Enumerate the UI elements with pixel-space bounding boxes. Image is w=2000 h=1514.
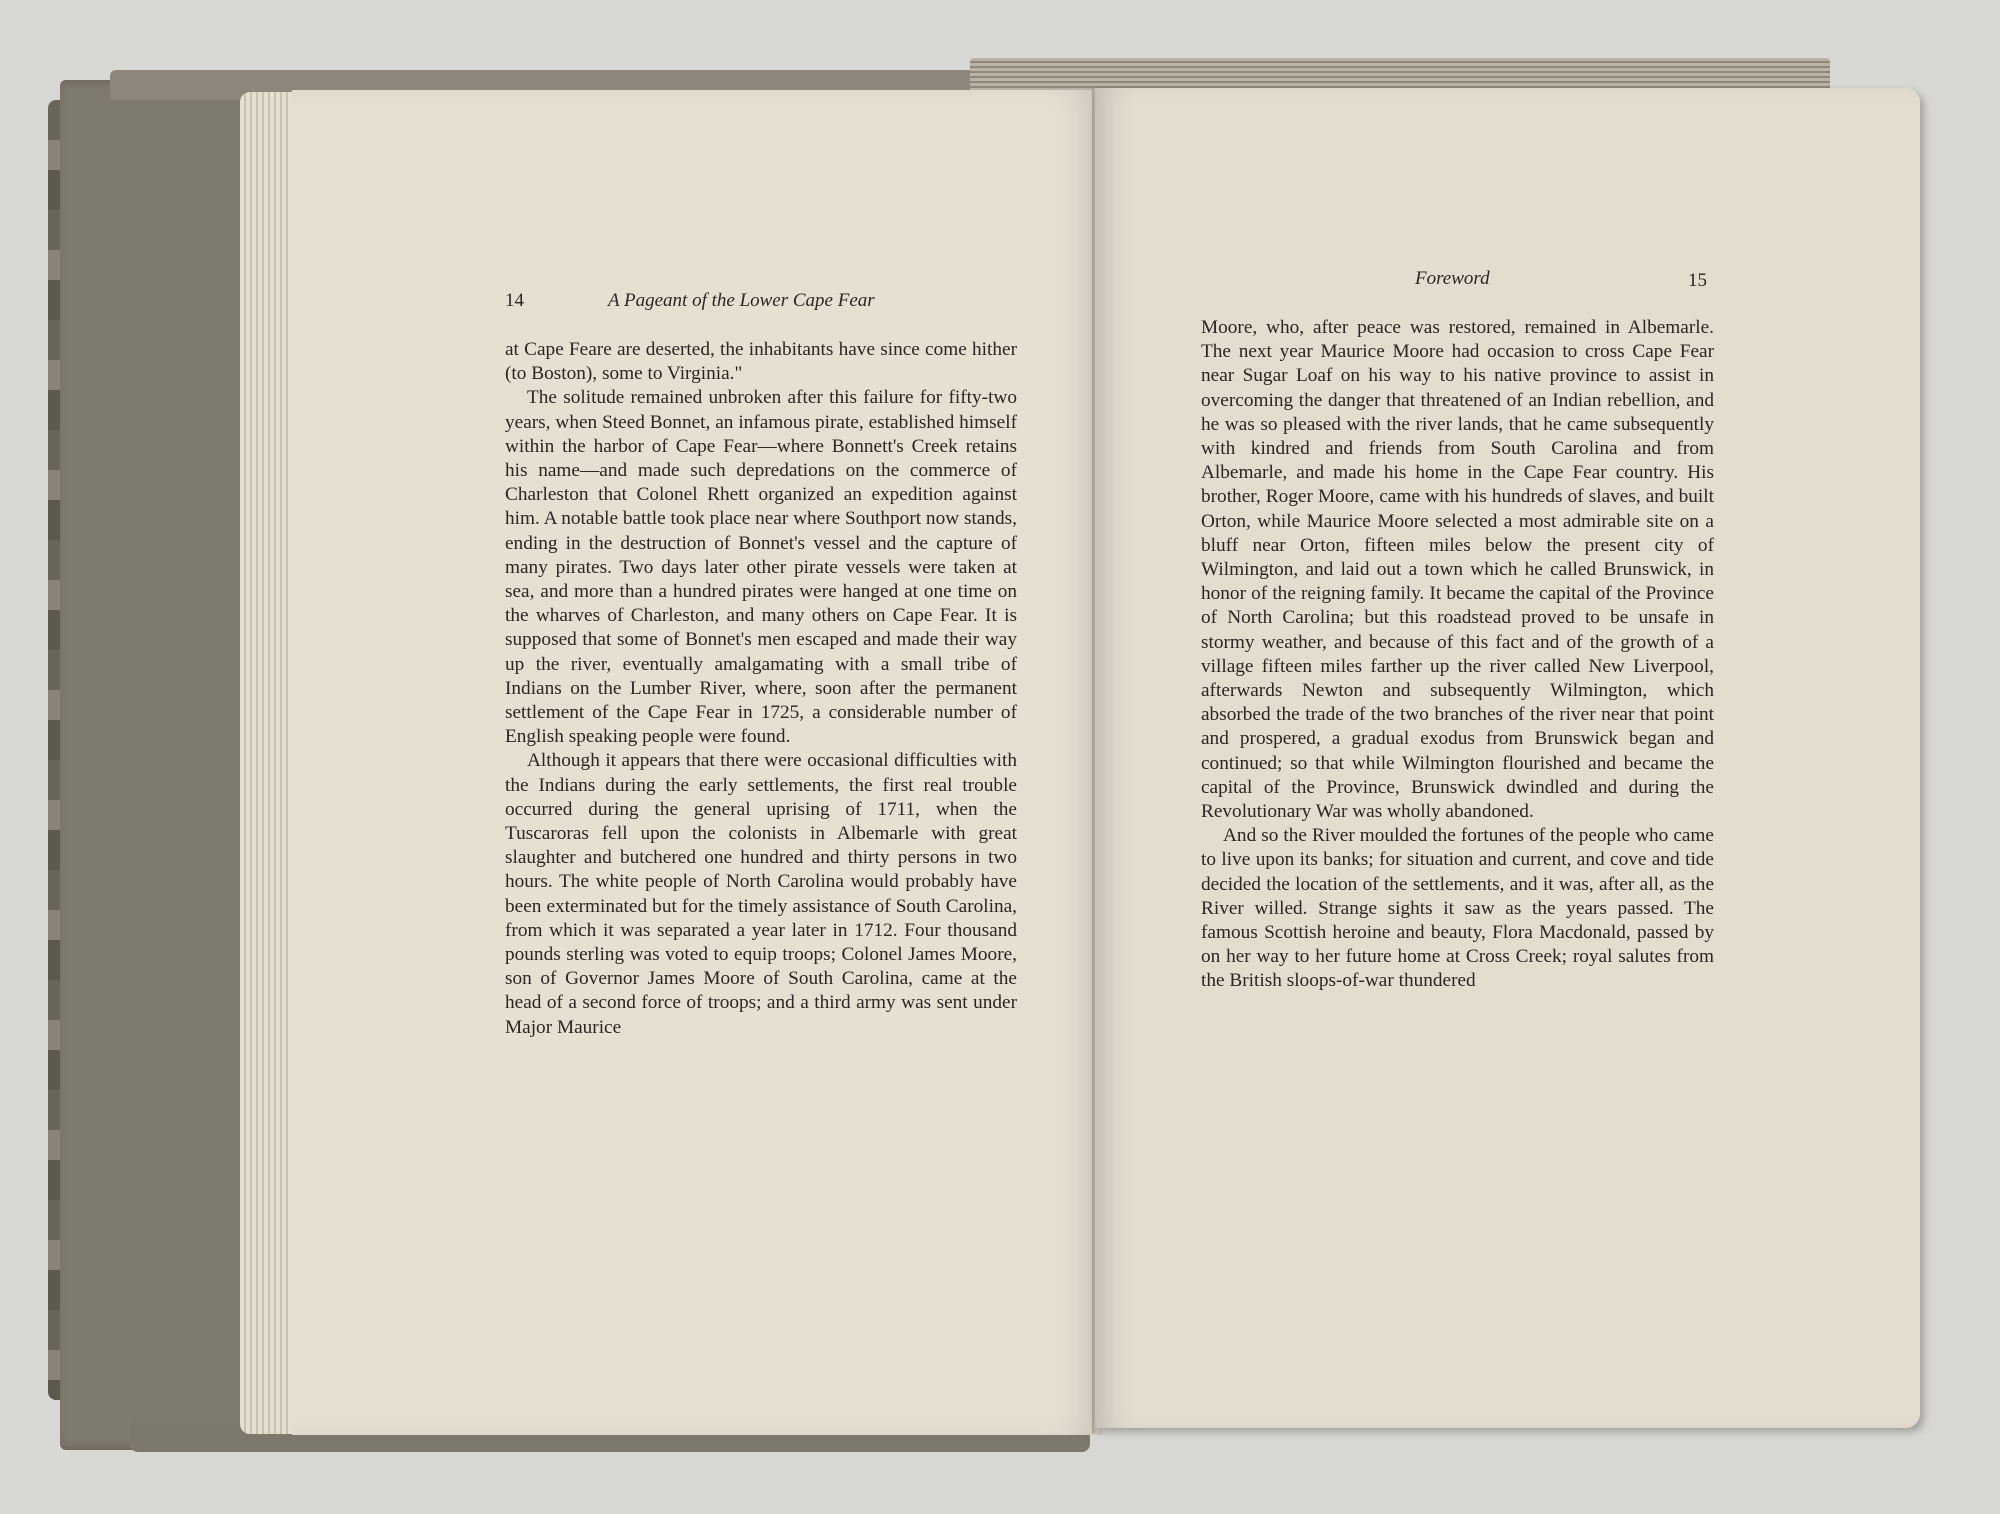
left-paragraph-1: at Cape Feare are deserted, the inhabitants have since come hither (to Boston), some to Virginia." bbox=[505, 339, 1017, 385]
left-page bbox=[292, 90, 1102, 1435]
right-running-title: Foreword bbox=[1415, 268, 1490, 289]
left-page-stack-edge bbox=[240, 92, 300, 1434]
back-cover-board bbox=[60, 80, 270, 1450]
right-page bbox=[1095, 88, 1920, 1428]
left-paragraph-3: Although it appears that there were occasional difficulties with the Indians during the early settlements, the first real trouble occurred during the general uprising of 1711, when the Tuscaroras fell upon the colonists in Albemarle with great slaughter and butchered one hundred and thirty persons in two hours. The white people of North Carolina would probably have been exterminated but for the timely assistance of South Carolina, from which it was separated a year later in 1712. Four thousand pounds sterling was voted to equip troops; Colonel James Moore, son of Governor James Moore of South Carolina, came at the head of a second force of troops; and a third army was sent under Major Maurice bbox=[505, 750, 1017, 1038]
right-page-number: 15 bbox=[1688, 270, 1707, 291]
left-running-title: A Pageant of the Lower Cape Fear bbox=[608, 290, 875, 311]
left-text-block bbox=[505, 338, 1017, 1040]
right-paragraph-2: And so the River moulded the fortunes of the people who came to live upon its banks; for situation and current, and cove and tide decided the location of the settlements, and it was, after all, as the River willed. Strange sights it saw as the years passed. The famous Scottish heroine and beauty, Flora Macdonald, passed by on her way to her future home at Cross Creek; royal salutes from the British sloops-of-war thundered bbox=[1201, 825, 1714, 992]
left-page-number: 14 bbox=[505, 290, 524, 311]
left-paragraph-2: The solitude remained unbroken after this failure for fifty-two years, when Steed Bonnet, an infamous pirate, established himself within the harbor of Cape Fear—where Bonnett's Creek retains his name—and made such depredations on the commerce of Charleston that Colonel Rhett organized an expedition against him. A notable battle took place near where Southport now stands, ending in the destruction of Bonnet's vessel and the capture of many pirates. Two days later other pirate vessels were taken at sea, and more than a hundred pirates were hanged at one time on the wharves of Charleston, and many others on Cape Fear. It is supposed that some of Bonnet's men escaped and made their way up the river, eventually amalgamating with a small tribe of Indians on the Lumber River, where, soon after the permanent settlement of the Cape Fear in 1725, a considerable number of English speaking people were found. bbox=[505, 387, 1017, 748]
right-text-block bbox=[1201, 316, 1714, 994]
right-paragraph-1: Moore, who, after peace was restored, remained in Albemarle. The next year Maurice Moore had occasion to cross Cape Fear near Sugar Loaf on his way to his native province to assist in overcoming the danger that threatened of an Indian rebellion, and he was so pleased with the river lands, that he came subsequently with kindred and friends from South Carolina and from Albemarle, and made his home in the Cape Fear country. His brother, Roger Moore, came with his hundreds of slaves, and built Orton, while Maurice Moore selected a most admirable site on a bluff near Orton, fifteen miles below the present city of Wilmington, and laid out a town which he called Brunswick, in honor of the reigning family. It became the capital of the Province of North Carolina; but this roadstead proved to be unsafe in stormy weather, and because of this fact and of the growth of a village fifteen miles farther up the river called New Liverpool, afterwards Newton and subsequently Wilmington, which absorbed the trade of the two branches of the river near that point and prospered, a gradual exodus from Brunswick began and continued; so that while Wilmington flourished and became the capital of the Province, Brunswick dwindled and during the Revolutionary War was wholly abandoned. bbox=[1201, 317, 1714, 823]
